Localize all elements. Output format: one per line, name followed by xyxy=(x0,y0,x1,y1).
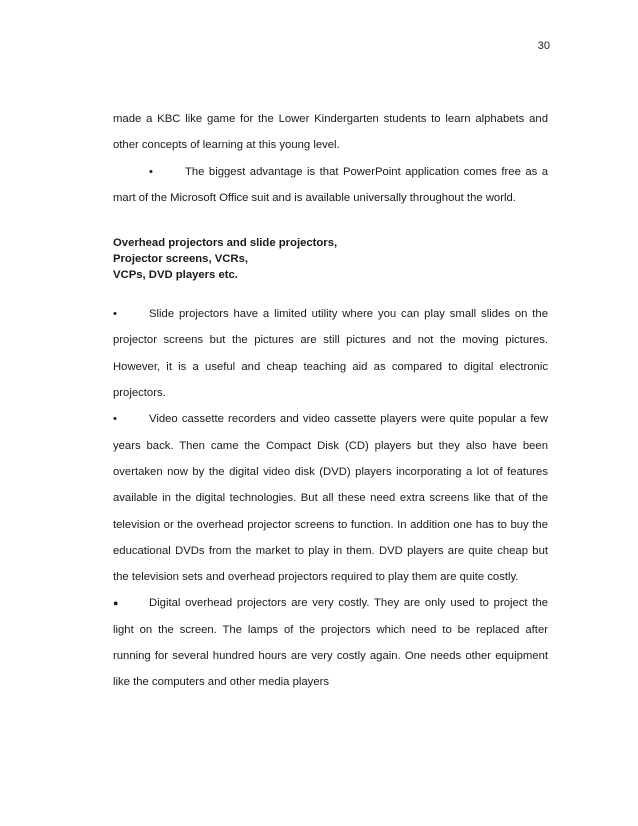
bullet-icon: • xyxy=(113,308,117,321)
bullet-icon: • xyxy=(149,165,153,178)
bullet-icon: ● xyxy=(113,598,119,609)
section-heading xyxy=(113,235,548,283)
page-content xyxy=(113,106,548,696)
bullet-paragraph-slide-projectors xyxy=(113,301,548,406)
bullet-text: Slide projectors have a limited utility where you can play small slides on the projector screens but the pictures are still pictures and not the moving pictures. However, it is a useful and cheap teaching aid as compared to digital electronic projectors. xyxy=(113,308,548,400)
page-number: 30 xyxy=(537,40,550,52)
bullet-paragraph-powerpoint xyxy=(113,159,548,212)
intro-paragraph: made a KBC like game for the Lower Kindergarten students to learn alphabets and other concepts of learning at this young level. xyxy=(113,113,548,152)
bullet-icon: • xyxy=(113,413,117,426)
bullet-text: Digital overhead projectors are very costly. They are only used to project the light on the screen. The lamps of the projectors which need to be replaced after running for several hundred hours are very costly again. One needs other equipment like the computers and other media players xyxy=(113,597,548,689)
heading-line-2: Projector screens, VCRs, xyxy=(113,253,248,266)
bullet-paragraph-vcr xyxy=(113,406,548,590)
bullet-text: Video cassette recorders and video cassette players were quite popular a few years back. Then came the Compact Disk (CD) players but they also have been overtaken now by the digital video disk (DVD) players incorporating a lot of features available in the digital technologies. But all these need extra screens like that of the television or the overhead projector screens to function. In addition one has to buy the educational DVDs from the market to play in them. DVD players are quite cheap but the television sets and overhead projectors required to play them are quite costly. xyxy=(113,413,548,584)
heading-line-3: VCPs, DVD players etc. xyxy=(113,269,238,282)
heading-line-1: Overhead projectors and slide projectors, xyxy=(113,237,338,250)
bullet-paragraph-digital-projectors xyxy=(113,590,548,695)
bullet-text: The biggest advantage is that PowerPoint application comes free as a mart of the Microsoft Office suit and is available universally throughout the world. xyxy=(113,165,548,204)
